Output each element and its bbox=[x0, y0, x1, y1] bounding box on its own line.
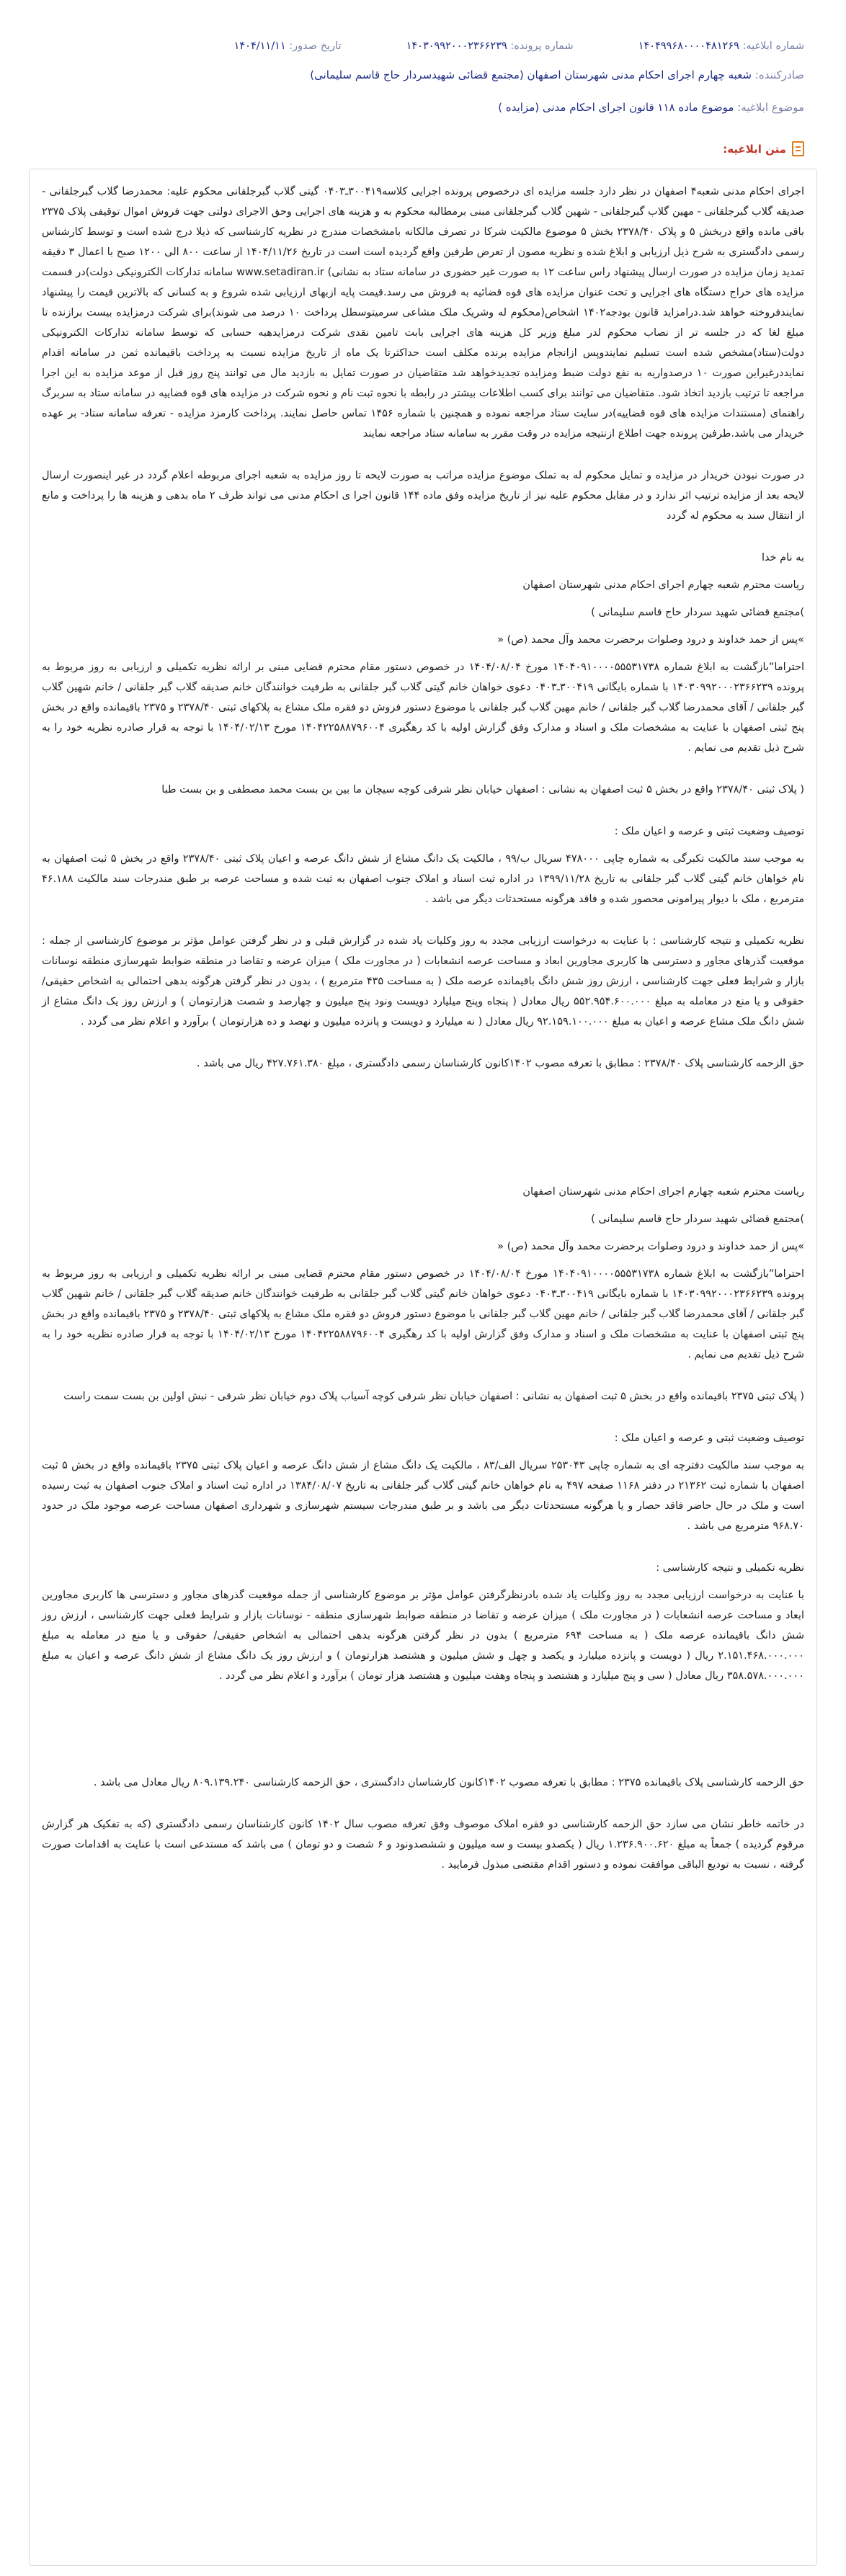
notice-text-heading bbox=[723, 141, 804, 156]
plot-2-valuation: با عنایت به درخواست ارزیابی مجدد به روز وکلیات یاد شده بادرنظرگرفتن عوامل مؤثر بر موضوع کارشناسی از جمله موقعیت گذرهای مجاور و دسترسی ها کاربری مجاورین ابعاد و مساحت عرصه انشعابات ( در مجاورت ملک ) میزان عرضه و تقاضا در منطقه ضوابط شهرسازی منطقه - نوسانات بازار و شرایط فعلی جهت کارشناسی ، ارزش روز شش دانگ باقیمانده عرصه ملک ( به مساحت ۶۹۴ مترمربع ) بدون در نظر گرفتن هرگونه بدهی احتمالی به اشخاص حقیقی/ حقوقی و یا منع در معامله به مبلغ ۲.۱۵۱.۴۶۸.۰۰۰.۰۰۰ ریال ( دویست و پانزده میلیارد و یکصد و چهل و شش میلیون و هشتصد هزارتومان ) و ارزش روز یک دانگ مشاع از شش دانگ عرصه و اعیان به مبلغ ۳۵۸.۵۷۸.۰۰۰.۰۰۰ ریال معادل ( سی و پنج میلیارد و هشتصد و پنجاه وهفت میلیون و هشتصد هزار تومان ) برآورد و اعلام نظر می گردد . bbox=[42, 1590, 805, 1682]
notice-meta bbox=[42, 40, 804, 52]
plot-1-valuation: نظریه تکمیلی و نتیجه کارشناسی : با عنایت به درخواست ارزیابی مجدد به روز وکلیات یاد شده در گزارش قبلی و در نظر گرفتن عوامل مؤثر بر موضوع کارشناسی از جمله : موقعیت گذرهای مجاور و دسترسی ها کاربری مجاورین ابعاد و مساحت عرصه انشعابات ( در مجاورت ملک ) میزان عرضه و تقاضا در منطقه ضوابط شهرسازی منطقه نوسانات بازار و شرایط فعلی جهت کارشناسی ، ارزش روز شش دانگ باقیمانده عرصه ملک ( به مساحت ۴۳۵ مترمربع ) ، بدون در نظر گرفتن هرگونه بدهی احتمالی به اشخاص حقیقی/ حقوقی و یا منع در معامله به مبلغ ۵۵۲.۹۵۴.۶۰۰.۰۰۰ ریال معادل ( پنجاه وپنج میلیارد دویست ونود پنج میلیون و چهارصد و شصت هزارتومان ) و ارزش روز یک دانگ مشاع از شش دانگ ملک مشاع عرصه و اعیان به مبلغ ۹۲.۱۵۹.۱۰۰.۰۰۰ ریال معادل ( نه میلیارد و دویست و پانزده میلیون و نهصد و ده هزارتومان ) برآورد و اعلام نظر می گردد . bbox=[42, 935, 804, 1028]
case-number-value: ۱۴۰۳۰۹۹۲۰۰۰۲۳۶۶۲۳۹ bbox=[406, 40, 507, 52]
complex-name-2: )مجتمع قضائی شهید سردار حاج قاسم سلیمانی ) bbox=[591, 1213, 804, 1225]
greeting-1: »پس از حمد خداوند و درود وصلوات برحضرت محمد وآل محمد (ص) « bbox=[497, 634, 804, 646]
addressee-1: ریاست محترم شعبه چهارم اجرای احکام مدنی شهرستان اصفهان bbox=[522, 579, 804, 591]
subject-value: موضوع ماده ۱۱۸ قانون اجرای احکام مدنی (مزایده ) bbox=[498, 101, 734, 114]
plot-2-status-heading: توصیف وضعیت ثبتی و عرصه و اعیان ملک : bbox=[614, 1432, 804, 1444]
notice-text-heading-label: متن ابلاغیه: bbox=[723, 142, 786, 156]
plot-2-status: به موجب سند مالکیت دفترچه ای به شماره چاپی ۲۵۳۰۴۳ سریال الف/۸۳ ، مالکیت یک دانگ مشاع از شش دانگ عرصه و اعیان پلاک ثبتی ۲۳۷۵ باقیمانده واقع در بخش ۵ ثبت اصفهان با شماره ثبت ۲۱۳۶۲ در دفتر ۱۱۶۸ صفحه ۴۹۷ به نام خواهان خانم گیتی گلاب گبر جلقانی به تاریخ ۱۳۸۴/۰۸/۰۷ در اداره ثبت اسناد و املاک جنوب اصفهان به ثبت رسیده است و ملک در حال حاضر فاقد حصار و یا هرگونه مستحدثات دیگر می باشد و بر طبق مندرجات سیستم شهرسازی و شهرداری اصفهان مساحت عرصه موجود ملک در حدود ۹۶۸.۷۰ مترمربع می باشد . bbox=[42, 1460, 805, 1532]
auction-announcement: اجرای احکام مدنی شعبه۴ اصفهان در نظر دارد جلسه مزایده ای درخصوص پرونده اجرایی کلاسه۳۰۰۴۱۹ـ۰۴۰۳ گیتی گلاب گبرجلقانی محکوم علیه: محمدرضا گلاب گبرجلقانی - صدیقه گلاب گبرجلقانی - مهین گلاب گبرجلقانی - شهین گلاب گبرجلقانی مبنی برمطالبه محکوم به و هزینه های اجرایی وحق الاجرای دولتی جهت فروش اموال توقیفی پلاک ۲۳۷۵ باقی مانده واقع دربخش ۵ و پلاک ۲۳۷۸/۴۰ بخش ۵ موضوع مالکیت شرکا در تصرف مالکانه بامشخصات مندرج در نظریه کارشناسی که ذیلا درج شده است و توسط کارشناس رسمی دادگستری به شرح ذیل ارزیابی و ابلاغ شده و نظریه مصون از تعرض طرفین واقع گردیده است است در تاریخ ۱۴۰۴/۱۱/۲۶ از ساعت ۸۰۰ الی ۱۲۰۰ صبح با اعمال ۳ دقیقه تمدید زمان مزایده در صورت ارسال پیشنهاد راس ساعت ۱۲ به صورت غیر حضوری در سامانه ستاد به نشانی) www.setadiran.ir سامانه تدارکات الکترونیکی دولت)در قسمت مزایده های حراج دستگاه های اجرایی و تحت عنوان مزایده های قوه قضائیه به فروش می رسد.قیمت پایه ازبهای ارزیابی شده شروع و به کسانی که بالاترین قیمت را پیشنهاد نمایندفروخته خواهد شد.درامزاید قانون بودجه۱۴۰۲ اشخاص(محکوم له وشریک ملک مشاعی سرمیتوسطل پرداخت ۱۰ درصد می شوند)برای شرکت درمزایده بیست برازنده تا مبلغ لغا که در جلسه تر از نصاب محکوم لدر مبلغ وزیر کل هزینه های اجرایی بابت تامین نقدی شرکت درمزایدهبه حسابی که توسط سامانه تدارکات الکترونیکی دولت(ستاد)مشخص شده است تسلیم نمایندوپس ازانجام مزایده برنده مکلف است حداکثرتا یک ماه از تاریخ مزایده نسبت به پرداخت باقیمانده ثمن در سامانه اقدام نمایددرغیراین صورت ۱۰ درصدواریه به نفع دولت ضبط ومزایده تجدیدخواهد شد متقاضیان در صورت تمایل به بازدید مال می توانند پنج روز قبل از موعد مزایده به این اجرا مراجعه تا ترتیب بازدید اتخاذ شود. متقاضیان می توانند برای کسب اطلاعات بیشتر در رابطه با نحوه ثبت نام و نحوه شرکت در مزایده های قوه قضاییه در سامانه ستاد به سربرگ راهنمای (مستندات مزایده های قوه قضاییه)در سایت ستاد مراجعه نموده و همچنین با شماره ۱۴۵۶ تماس حاصل نمایند. پرداخت کارمزد مزایده - تعرفه سامانه ستاد- بر عهده خریدار می باشد.طرفین پرونده جهت اطلاع ازنتیجه مزایده در وقت مقرر به سامانه ستاد مراجعه نمایند bbox=[42, 186, 804, 440]
invocation: به نام خدا bbox=[761, 552, 804, 563]
report-intro-2: احتراما”بازگشت به ابلاغ شماره ۱۴۰۴۰۹۱۰۰۰۰۵۵۵۳۱۷۳۸ مورخ ۱۴۰۴/۰۸/۰۴ در خصوص دستور مقام محترم قضایی مبنی بر ارائه نظریه تکمیلی و ارزیابی به روز مربوط به پرونده ۱۴۰۳۰۹۹۲۰۰۰۲۳۶۶۲۳۹ با شماره بایگانی ۳۰۰۴۱۹ـ۰۴۰۳ دعوی خواهان خانم گیتی گلاب گبر جلقانی به طرفیت خوانندگان خانم صدیقه گلاب گبر جلقانی / خانم شهین گلاب گبر جلقانی / آقای محمدرضا گلاب گبر جلقانی / خانم مهین گلاب گبر جلقانی با موضوع دستور فروش دو فقره ملک مشاع به پلاکهای ثبتی ۲۳۷۸/۴۰ و ۲۳۷۵ باقیمانده واقع در بخش پنج ثبتی اصفهان با عنایت به مشخصات ملک و اسناد و مدارک وفق گزارش اولیه با کد رهگیری ۱۴۰۴۲۲۵۸۸۷۹۶۰۰۴ مورخ ۱۴۰۴/۰۲/۱۳ با توجه به قرار صادره نظریه خود را به شرح ذیل تقدیم می نمایم . bbox=[42, 1268, 805, 1360]
issue-date-value: ۱۴۰۴/۱۱/۱۱ bbox=[233, 40, 286, 52]
issue-date bbox=[234, 40, 342, 52]
notice-body bbox=[42, 182, 804, 1897]
issue-date-label: تاریخ صدور: bbox=[289, 40, 342, 52]
case-number-label: شماره پرونده: bbox=[510, 40, 574, 52]
closing-remark: در خاتمه خاطر نشان می سازد حق الزحمه کارشناسی دو فقره املاک موصوف وفق تعرفه مصوب سال ۱۴۰۲ کانون کارشناسان رسمی دادگستری (که به تفکیک هر گزارش مرقوم گردیده ) جمعاً به مبلغ ۱.۲۳۶.۹۰۰.۶۲۰ ریال ( یکصدو بیست و سه میلیون و ششصدونود و ۶ شصت و دو تومان ) می باشد که مستدعی است با عنایت به اقدامات صورت گرفته ، نسبت به تودیع الباقی موافقت نموده و دستور اقدام مقتضی مبذول فرمایید . bbox=[42, 1819, 804, 1871]
plot-1-status-heading: توصیف وضعیت ثبتی و عرصه و اعیان ملک : bbox=[614, 826, 804, 837]
plot-2-fee: حق الزحمه کارشناسی پلاک باقیمانده ۲۳۷۵ : مطابق با تعرفه مصوب ۱۴۰۲کانون کارشناسان دادگستری ، حق الزحمه کارشناسی ۸۰۹.۱۳۹.۲۴۰ ریال معادل می باشد . bbox=[93, 1777, 804, 1788]
plot-2-address: ( پلاک ثبتی ۲۳۷۵ باقیمانده واقع در بخش ۵ ثبت اصفهان به نشانی : اصفهان خیابان نظر شرقی کوچه آسیاب پلاک دوم خیابان نظر شرقی - نبش اولین بن بست سمت راست bbox=[63, 1391, 804, 1402]
notice-subject bbox=[42, 101, 804, 114]
case-number bbox=[406, 40, 574, 52]
plot-2-valuation-heading: نظریه تکمیلی و نتیجه کارشناسی : bbox=[656, 1562, 804, 1574]
report-intro-1: احتراما”بازگشت به ابلاغ شماره ۱۴۰۴۰۹۱۰۰۰۰۵۵۵۳۱۷۳۸ مورخ ۱۴۰۴/۰۸/۰۴ در خصوص دستور مقام محترم قضایی مبنی بر ارائه نظریه تکمیلی و ارزیابی به روز مربوط به پرونده ۱۴۰۳۰۹۹۲۰۰۰۲۳۶۶۲۳۹ با شماره بایگانی ۳۰۰۴۱۹ـ۰۴۰۳ دعوی خواهان خانم گیتی گلاب گبر جلقانی به طرفیت خوانندگان خانم صدیقه گلاب گبر جلقانی / خانم شهین گلاب گبر جلقانی / آقای محمدرضا گلاب گبر جلقانی / خانم مهین گلاب گبر جلقانی با موضوع دستور فروش دو فقره ملک مشاع به پلاکهای ثبتی ۲۳۷۸/۴۰ و ۲۳۷۵ باقیمانده واقع در بخش پنج ثبتی اصفهان با عنایت به مشخصات ملک و اسناد و مدارک وفق گزارش اولیه با کد رهگیری ۱۴۰۴۲۲۵۸۸۷۹۶۰۰۴ مورخ ۱۴۰۴/۰۲/۱۳ با توجه به قرار صادره نظریه خود را به شرح ذیل تقدیم می نمایم . bbox=[42, 661, 805, 754]
plot-1-status: به موجب سند مالکیت تکبرگی به شماره چاپی ۴۷۸۰۰۰ سریال ب/۹۹ ، مالکیت یک دانگ مشاع از شش دانگ عرصه و اعیان پلاک ثبتی ۲۳۷۸/۴۰ واقع در بخش ۵ ثبت اصفهان به نام خواهان خانم گیتی گلاب گبر جلقانی به تاریخ ۱۳۹۹/۱۱/۲۸ در اداره ثبت اسناد و املاک جنوب اصفهان به ثبت شده و مساحت عرصه بر طبق مندرجات سند مالکیت ۴۶.۱۸۸ مترمربع ، ملک با دیوار پیرامونی محصور شده و فاقد هرگونه مستحدثات دیگر می باشد . bbox=[42, 853, 804, 905]
subject-label: موضوع ابلاغیه: bbox=[737, 101, 804, 114]
notice-number bbox=[638, 40, 804, 52]
document-icon bbox=[792, 141, 804, 156]
issuer-value: شعبه چهارم اجرای احکام مدنی شهرستان اصفهان (مجتمع قضائی شهیدسردار حاج قاسم سلیمانی) bbox=[310, 68, 752, 81]
issuer-label: صادرکننده: bbox=[754, 68, 804, 81]
notice-number-label: شماره ابلاغیه: bbox=[742, 40, 804, 52]
greeting-2: »پس از حمد خداوند و درود وصلوات برحضرت محمد وآل محمد (ص) « bbox=[497, 1241, 804, 1252]
addressee-2: ریاست محترم شعبه چهارم اجرای احکام مدنی شهرستان اصفهان bbox=[522, 1186, 804, 1198]
plot-1-address: ( پلاک ثبتی ۲۳۷۸/۴۰ واقع در بخش ۵ ثبت اصفهان به نشانی : اصفهان خیابان نظر شرقی کوچه سیچان ما بین بن بست محمد مصطفی و بن بست طبا bbox=[161, 784, 804, 795]
plot-1-fee: حق الزحمه کارشناسی پلاک ۲۳۷۸/۴۰ : مطابق با تعرفه مصوب ۱۴۰۲کانون کارشناسان رسمی دادگستری ، مبلغ ۴۲۷.۷۶۱.۳۸۰ ریال می باشد . bbox=[197, 1058, 804, 1069]
auction-conditions: در صورت نبودن خریدار در مزایده و تمایل محکوم له به تملک موضوع مزایده مراتب به صورت لایحه تا روز مزایده به شعبه اجرای مربوطه اعلام گردد در غیر اینصورت ارسال لایحه بعد از مزایده ترتیب اثر ندارد و در مقابل محکوم علیه نیز از تاریخ مزایده وفق ماده ۱۴۴ قانون اجرا ی احکام مدنی می تواند ظرف ۲ ماه بدهی و هزینه ها را پرداخت و مانع از انتقال سند به محکوم له گردد bbox=[42, 470, 804, 522]
notice-number-value: ۱۴۰۴۹۹۶۸۰۰۰۰۴۸۱۲۶۹ bbox=[638, 40, 739, 52]
issuer bbox=[42, 68, 804, 81]
complex-name-1: )مجتمع قضائی شهید سردار حاج قاسم سلیمانی ) bbox=[591, 607, 804, 618]
